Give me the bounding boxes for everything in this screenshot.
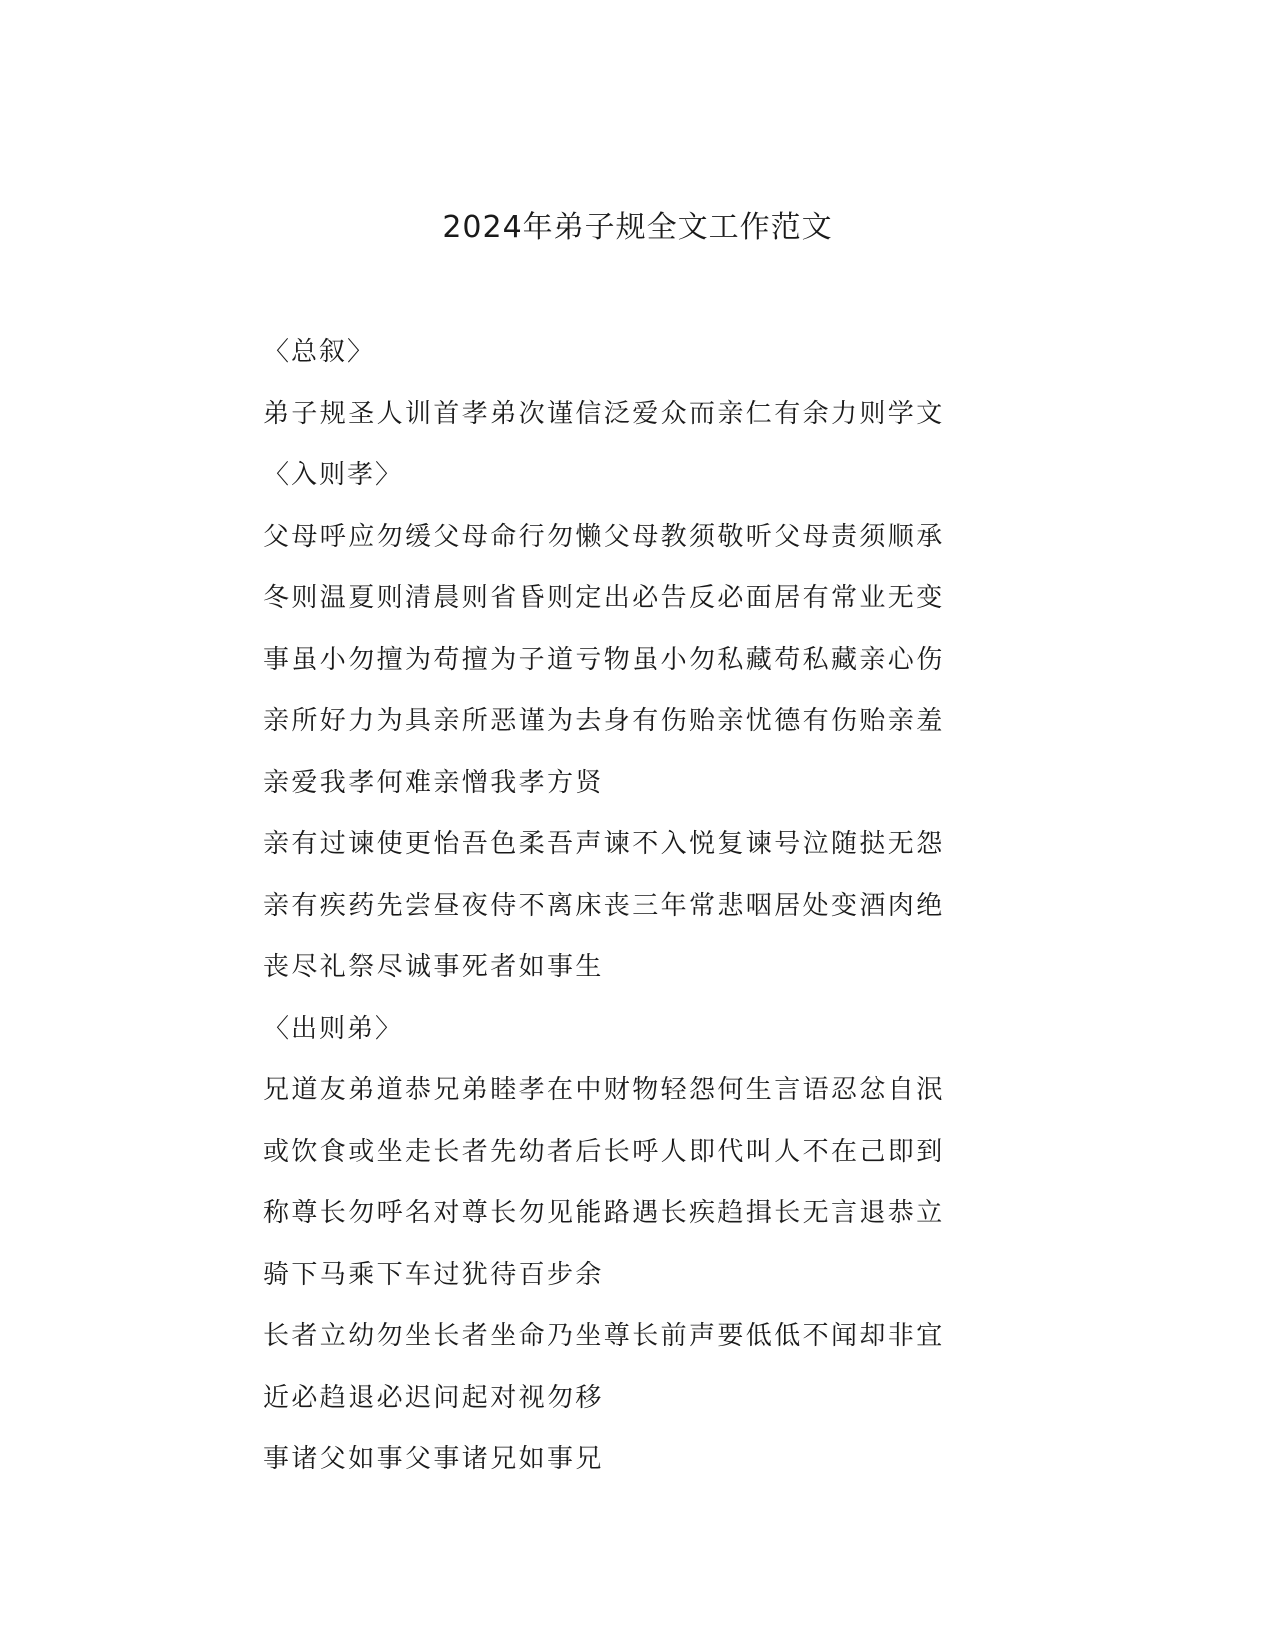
document-body [263,322,983,1491]
verse-line: 长者立幼勿坐长者坐命乃坐尊长前声要低低不闻却非宜 [263,1321,945,1351]
verse-line: 亲所好力为具亲所恶谨为去身有伤贻亲忧德有伤贻亲羞 [263,706,945,736]
section-heading-ruzexiao: 〈入则孝〉 [263,460,404,490]
document-title: 2024年弟子规全文工作范文 [442,210,833,245]
verse-line: 事诸父如事父事诸兄如事兄 [263,1444,604,1474]
verse-line: 弟子规圣人训首孝弟次谨信泛爱众而亲仁有余力则学文 [263,398,945,429]
verse-line: 父母呼应勿缓父母命行勿懒父母教须敬听父母责须顺承 [263,521,945,552]
verse-line: 丧尽礼祭尽诚事死者如事生 [263,952,604,982]
verse-line: 近必趋退必迟问起对视勿移 [263,1382,604,1413]
verse-line: 称尊长勿呼名对尊长勿见能路遇长疾趋揖长无言退恭立 [263,1198,945,1228]
verse-line: 或饮食或坐走长者先幼者后长呼人即代叫人不在己即到 [263,1136,945,1167]
verse-line: 亲有疾药先尝昼夜侍不离床丧三年常悲咽居处变酒肉绝 [263,890,945,921]
verse-line: 亲爱我孝何难亲憎我孝方贤 [263,767,604,798]
verse-line: 兄道友弟道恭兄弟睦孝在中财物轻怨何生言语忍忿自泯 [263,1075,945,1105]
section-heading-chuzedi: 〈出则弟〉 [263,1013,404,1044]
verse-line: 事虽小勿擅为苟擅为子道亏物虽小勿私藏苟私藏亲心伤 [263,644,945,675]
verse-line: 冬则温夏则清晨则省昏则定出必告反必面居有常业无变 [263,583,945,613]
verse-line: 亲有过谏使更怡吾色柔吾声谏不入悦复谏号泣随挞无怨 [263,829,945,859]
verse-line: 骑下马乘下车过犹待百步余 [263,1259,604,1290]
section-heading-zongxu: 〈总叙〉 [263,337,376,367]
